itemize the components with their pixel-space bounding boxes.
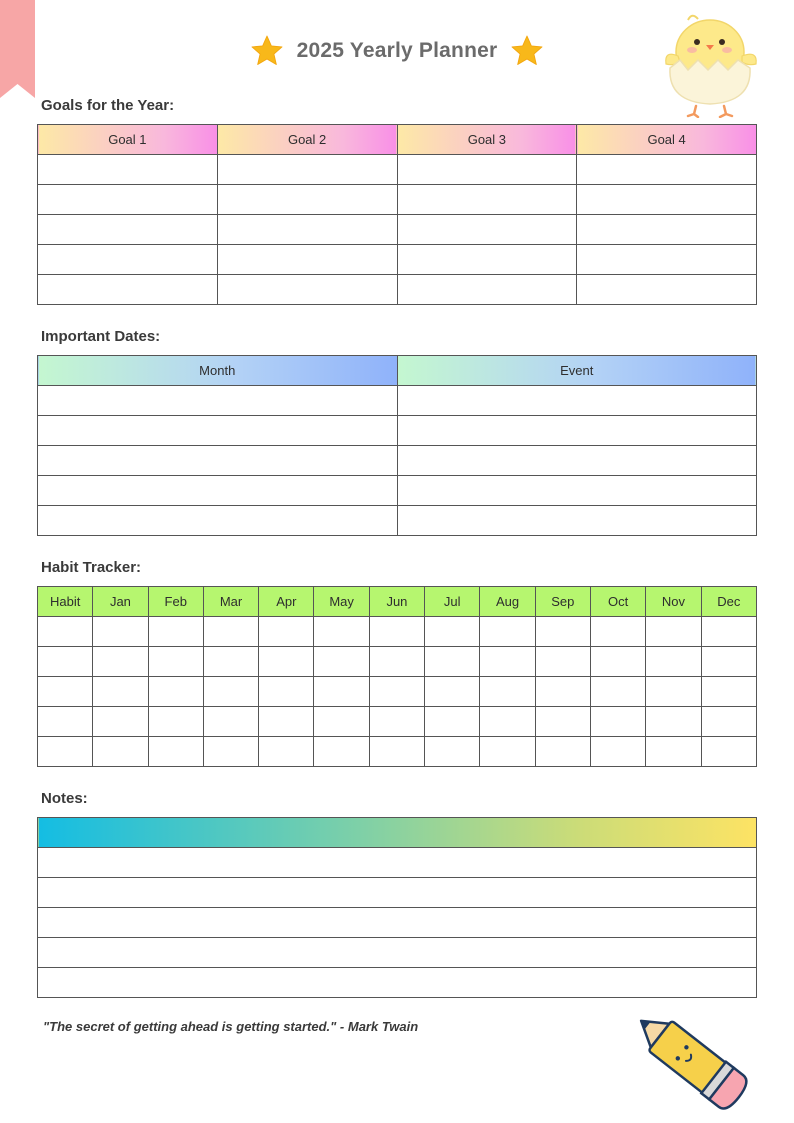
habit-check-cell[interactable] — [480, 617, 535, 647]
goal-cell[interactable] — [217, 185, 397, 215]
habit-cell[interactable] — [38, 737, 93, 767]
table-row — [38, 386, 757, 416]
goal-cell[interactable] — [397, 185, 577, 215]
dates-section-title: Important Dates: — [41, 328, 161, 345]
goals-table — [37, 124, 757, 305]
month-jun-header: Jun — [369, 587, 424, 617]
event-header: Event — [397, 356, 757, 386]
table-row — [38, 416, 757, 446]
habit-check-cell[interactable] — [480, 707, 535, 737]
habit-check-cell[interactable] — [480, 647, 535, 677]
habit-check-cell[interactable] — [535, 617, 590, 647]
table-row — [38, 938, 757, 968]
habit-check-cell[interactable] — [259, 647, 314, 677]
habit-check-cell[interactable] — [93, 677, 148, 707]
month-cell[interactable] — [38, 416, 398, 446]
habit-check-cell[interactable] — [93, 647, 148, 677]
month-jan-header: Jan — [93, 587, 148, 617]
month-mar-header: Mar — [203, 587, 258, 617]
table-row — [38, 647, 757, 677]
goal-cell[interactable] — [577, 275, 757, 305]
habit-check-cell[interactable] — [590, 647, 645, 677]
habit-check-cell[interactable] — [535, 647, 590, 677]
goal-cell[interactable] — [397, 215, 577, 245]
table-row — [38, 446, 757, 476]
habit-check-cell[interactable] — [480, 737, 535, 767]
habit-check-cell[interactable] — [535, 707, 590, 737]
habit-check-cell[interactable] — [369, 617, 424, 647]
month-feb-header: Feb — [148, 587, 203, 617]
page-title: 2025 Yearly Planner — [296, 39, 498, 62]
event-cell[interactable] — [397, 506, 757, 536]
habit-tracker-table — [37, 586, 757, 767]
habit-check-cell[interactable] — [203, 737, 258, 767]
habit-check-cell[interactable] — [480, 677, 535, 707]
month-may-header: May — [314, 587, 369, 617]
habit-check-cell[interactable] — [259, 707, 314, 737]
habit-check-cell[interactable] — [425, 707, 480, 737]
habit-check-cell[interactable] — [369, 647, 424, 677]
table-row — [38, 707, 757, 737]
habit-header: Habit — [38, 587, 93, 617]
table-row — [38, 275, 757, 305]
dates-header-row — [38, 356, 757, 386]
month-cell[interactable] — [38, 506, 398, 536]
month-cell[interactable] — [38, 446, 398, 476]
habit-check-cell[interactable] — [93, 737, 148, 767]
habit-check-cell[interactable] — [646, 617, 701, 647]
table-row — [38, 617, 757, 647]
habit-check-cell[interactable] — [314, 647, 369, 677]
habit-check-cell[interactable] — [425, 617, 480, 647]
month-apr-header: Apr — [259, 587, 314, 617]
habit-cell[interactable] — [38, 677, 93, 707]
habit-check-cell[interactable] — [148, 647, 203, 677]
habit-check-cell[interactable] — [535, 677, 590, 707]
habit-check-cell[interactable] — [590, 617, 645, 647]
month-oct-header: Oct — [590, 587, 645, 617]
note-line[interactable] — [38, 938, 757, 968]
event-cell[interactable] — [397, 386, 757, 416]
habit-check-cell[interactable] — [148, 737, 203, 767]
habit-check-cell[interactable] — [646, 647, 701, 677]
note-line[interactable] — [38, 848, 757, 878]
note-line[interactable] — [38, 968, 757, 998]
table-row — [38, 155, 757, 185]
habit-check-cell[interactable] — [590, 677, 645, 707]
goal-cell[interactable] — [217, 215, 397, 245]
goals-section-title: Goals for the Year: — [41, 97, 175, 114]
month-nov-header: Nov — [646, 587, 701, 617]
goal-cell[interactable] — [38, 245, 218, 275]
important-dates-table — [37, 355, 757, 536]
goal-cell[interactable] — [38, 185, 218, 215]
habit-check-cell[interactable] — [203, 677, 258, 707]
goal-2-header: Goal 2 — [217, 125, 397, 155]
habit-check-cell[interactable] — [203, 647, 258, 677]
table-row — [38, 677, 757, 707]
month-cell[interactable] — [38, 386, 398, 416]
goal-1-header: Goal 1 — [38, 125, 218, 155]
habit-cell[interactable] — [38, 707, 93, 737]
habit-check-cell[interactable] — [590, 707, 645, 737]
month-jul-header: Jul — [425, 587, 480, 617]
star-icon — [509, 33, 545, 69]
habit-check-cell[interactable] — [93, 707, 148, 737]
habit-check-cell[interactable] — [203, 617, 258, 647]
chick-in-egg-illustration — [660, 10, 762, 118]
goal-cell[interactable] — [577, 185, 757, 215]
star-icon — [249, 33, 285, 69]
habit-check-cell[interactable] — [425, 647, 480, 677]
habit-check-cell[interactable] — [314, 737, 369, 767]
goals-header-row — [38, 125, 757, 155]
habit-check-cell[interactable] — [701, 737, 756, 767]
month-sep-header: Sep — [535, 587, 590, 617]
habit-check-cell[interactable] — [203, 707, 258, 737]
table-row — [38, 848, 757, 878]
habit-check-cell[interactable] — [646, 677, 701, 707]
habit-check-cell[interactable] — [369, 737, 424, 767]
habit-check-cell[interactable] — [701, 617, 756, 647]
goal-cell[interactable] — [397, 155, 577, 185]
habit-check-cell[interactable] — [425, 737, 480, 767]
month-header: Month — [38, 356, 398, 386]
habit-check-cell[interactable] — [314, 707, 369, 737]
month-cell[interactable] — [38, 476, 398, 506]
habit-check-cell[interactable] — [590, 737, 645, 767]
goal-3-header: Goal 3 — [397, 125, 577, 155]
table-row — [38, 908, 757, 938]
habit-check-cell[interactable] — [148, 677, 203, 707]
habit-check-cell[interactable] — [646, 737, 701, 767]
event-cell[interactable] — [397, 416, 757, 446]
goal-cell[interactable] — [217, 275, 397, 305]
goal-cell[interactable] — [577, 155, 757, 185]
habit-cell[interactable] — [38, 617, 93, 647]
habit-check-cell[interactable] — [701, 647, 756, 677]
habit-check-cell[interactable] — [646, 707, 701, 737]
notes-table — [37, 817, 757, 998]
habit-check-cell[interactable] — [259, 737, 314, 767]
habit-check-cell[interactable] — [425, 677, 480, 707]
habits-section-title: Habit Tracker: — [41, 559, 142, 576]
goal-cell[interactable] — [577, 245, 757, 275]
table-row — [38, 737, 757, 767]
goal-cell[interactable] — [217, 245, 397, 275]
notes-header-row — [38, 818, 757, 848]
quote-text: "The secret of getting ahead is getting started." - Mark Twain — [43, 1019, 419, 1034]
goal-cell[interactable] — [397, 275, 577, 305]
goal-cell[interactable] — [38, 155, 218, 185]
notes-gradient-header — [38, 818, 757, 848]
event-cell[interactable] — [397, 446, 757, 476]
table-row — [38, 878, 757, 908]
notes-section-title: Notes: — [41, 790, 88, 807]
habit-check-cell[interactable] — [314, 617, 369, 647]
month-aug-header: Aug — [480, 587, 535, 617]
habit-check-cell[interactable] — [535, 737, 590, 767]
table-row — [38, 476, 757, 506]
habit-check-cell[interactable] — [701, 707, 756, 737]
habit-check-cell[interactable] — [314, 677, 369, 707]
note-line[interactable] — [38, 878, 757, 908]
table-row — [38, 506, 757, 536]
goal-cell[interactable] — [38, 275, 218, 305]
goal-cell[interactable] — [38, 215, 218, 245]
habit-check-cell[interactable] — [259, 617, 314, 647]
table-row — [38, 185, 757, 215]
habit-check-cell[interactable] — [148, 617, 203, 647]
goal-cell[interactable] — [397, 245, 577, 275]
habit-cell[interactable] — [38, 647, 93, 677]
table-row — [38, 215, 757, 245]
habit-check-cell[interactable] — [93, 617, 148, 647]
habit-check-cell[interactable] — [259, 677, 314, 707]
month-dec-header: Dec — [701, 587, 756, 617]
table-row — [38, 245, 757, 275]
habit-check-cell[interactable] — [701, 677, 756, 707]
goal-cell[interactable] — [217, 155, 397, 185]
goal-4-header: Goal 4 — [577, 125, 757, 155]
table-row — [38, 968, 757, 998]
habit-check-cell[interactable] — [369, 677, 424, 707]
habit-header-row — [38, 587, 757, 617]
event-cell[interactable] — [397, 476, 757, 506]
habit-check-cell[interactable] — [369, 707, 424, 737]
note-line[interactable] — [38, 908, 757, 938]
pencil-illustration — [620, 1000, 760, 1118]
goal-cell[interactable] — [577, 215, 757, 245]
habit-check-cell[interactable] — [148, 707, 203, 737]
